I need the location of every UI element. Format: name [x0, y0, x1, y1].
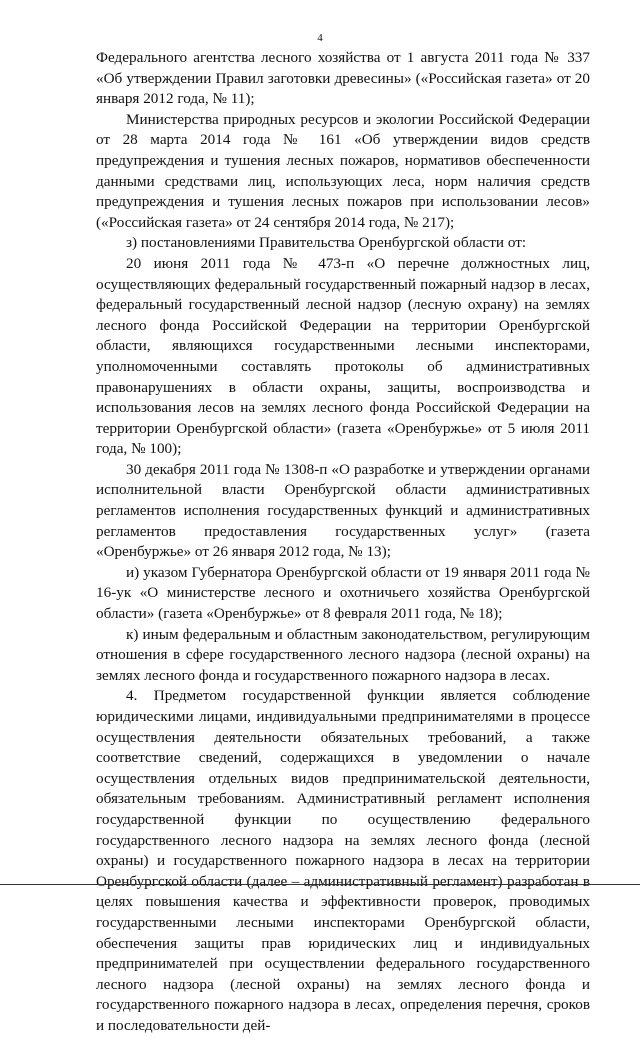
page-number: 4 [317, 32, 323, 44]
paragraph-resolution-1308: 30 декабря 2011 года № 1308-п «О разработке и утверждении органами исполнительной власти Оренбургской области административных регламентов исполнения государственных функций и административных регламентов предоставления государственных услуг» (газета «Оренбуржье» от 26 января 2012 года, № 13); [96, 460, 590, 561]
paragraph-forestry-agency-order: Федерального агентства лесного хозяйства от 1 августа 2011 года № 337 «Об утверждении Правил заготовки древесины» («Российская газета» от 20 января 2012 года, № 11); [96, 49, 590, 108]
paragraph-governor-decree: и) указом Губернатора Оренбургской области от 19 января 2011 года № 16-ук «О министерстве лесного и охотничьего хозяйства Оренбургской области» (газета «Оренбуржье» от 8 февраля 2011 года, № 18); [96, 563, 590, 623]
paragraph-other-legislation: к) иным федеральным и областным законодательством, регулирующим отношения в сфере государственного лесного надзора (лесной охраны) на землях лесного фонда и государственного пожарного надзора в лесах. [96, 625, 590, 684]
document-body [96, 48, 590, 1037]
paragraph-resolution-473: 20 июня 2011 года № 473-п «О перечне должностных лиц, осуществляющих федеральный государственный пожарный надзор в лесах, федеральный государственный лесной надзор (лесную охрану) на землях лесного фонда Российской Федерации на территории Оренбургской области, являющихся государственными лесными инспекторами, уполномоченными составлять протоколы об административных правонарушениях в области охраны, защиты, воспроизводства и использования лесов на землях лесного фонда Российской Федерации на территории Оренбургской области» (газета «Оренбуржье» от 5 июля 2011 года, № 100); [96, 254, 590, 458]
scan-bottom-line [0, 884, 640, 885]
paragraph-subject-of-function: 4. Предметом государственной функции является соблюдение юридическими лицами, индивидуальными предпринимателями в процессе осуществления деятельности обязательных требований, а также соответствие сведений, содержащихся в уведомлении о начале осуществления отдельных видов предпринимательской деятельности, обязательным требованиям. Административный регламент исполнения государственной функции по осуществлению федерального государственного лесного надзора на землях лесного фонда (лесной охраны) и государственного пожарного надзора в лесах на территории Оренбургской области (далее – административный регламент) разработан в целях повышения качества и эффективности проверок, проводимых государственными лесными инспекторами Оренбургской области, обеспечения защиты прав юридических лиц и индивидуальных предпринимателей при осуществлении федерального государственного лесного надзора (лесной охраны) на землях лесного фонда и государственного пожарного надзора в лесах, определения перечня, сроков и последовательности дей- [96, 687, 590, 1034]
paragraph-natural-resources-ministry-order: Министерства природных ресурсов и экологии Российской Федерации от 28 марта 2014 года № 161 «Об утверждении видов средств предупреждения и тушения лесных пожаров, нормативов обеспеченности данными средствами лиц, использующих леса, норм наличия средств предупреждения и тушения лесных пожаров при использовании лесов» («Российская газета» от 24 сентября 2014 года, № 217); [96, 110, 590, 231]
paragraph-government-resolutions-intro: з) постановлениями Правительства Оренбургской области от: [126, 234, 527, 252]
